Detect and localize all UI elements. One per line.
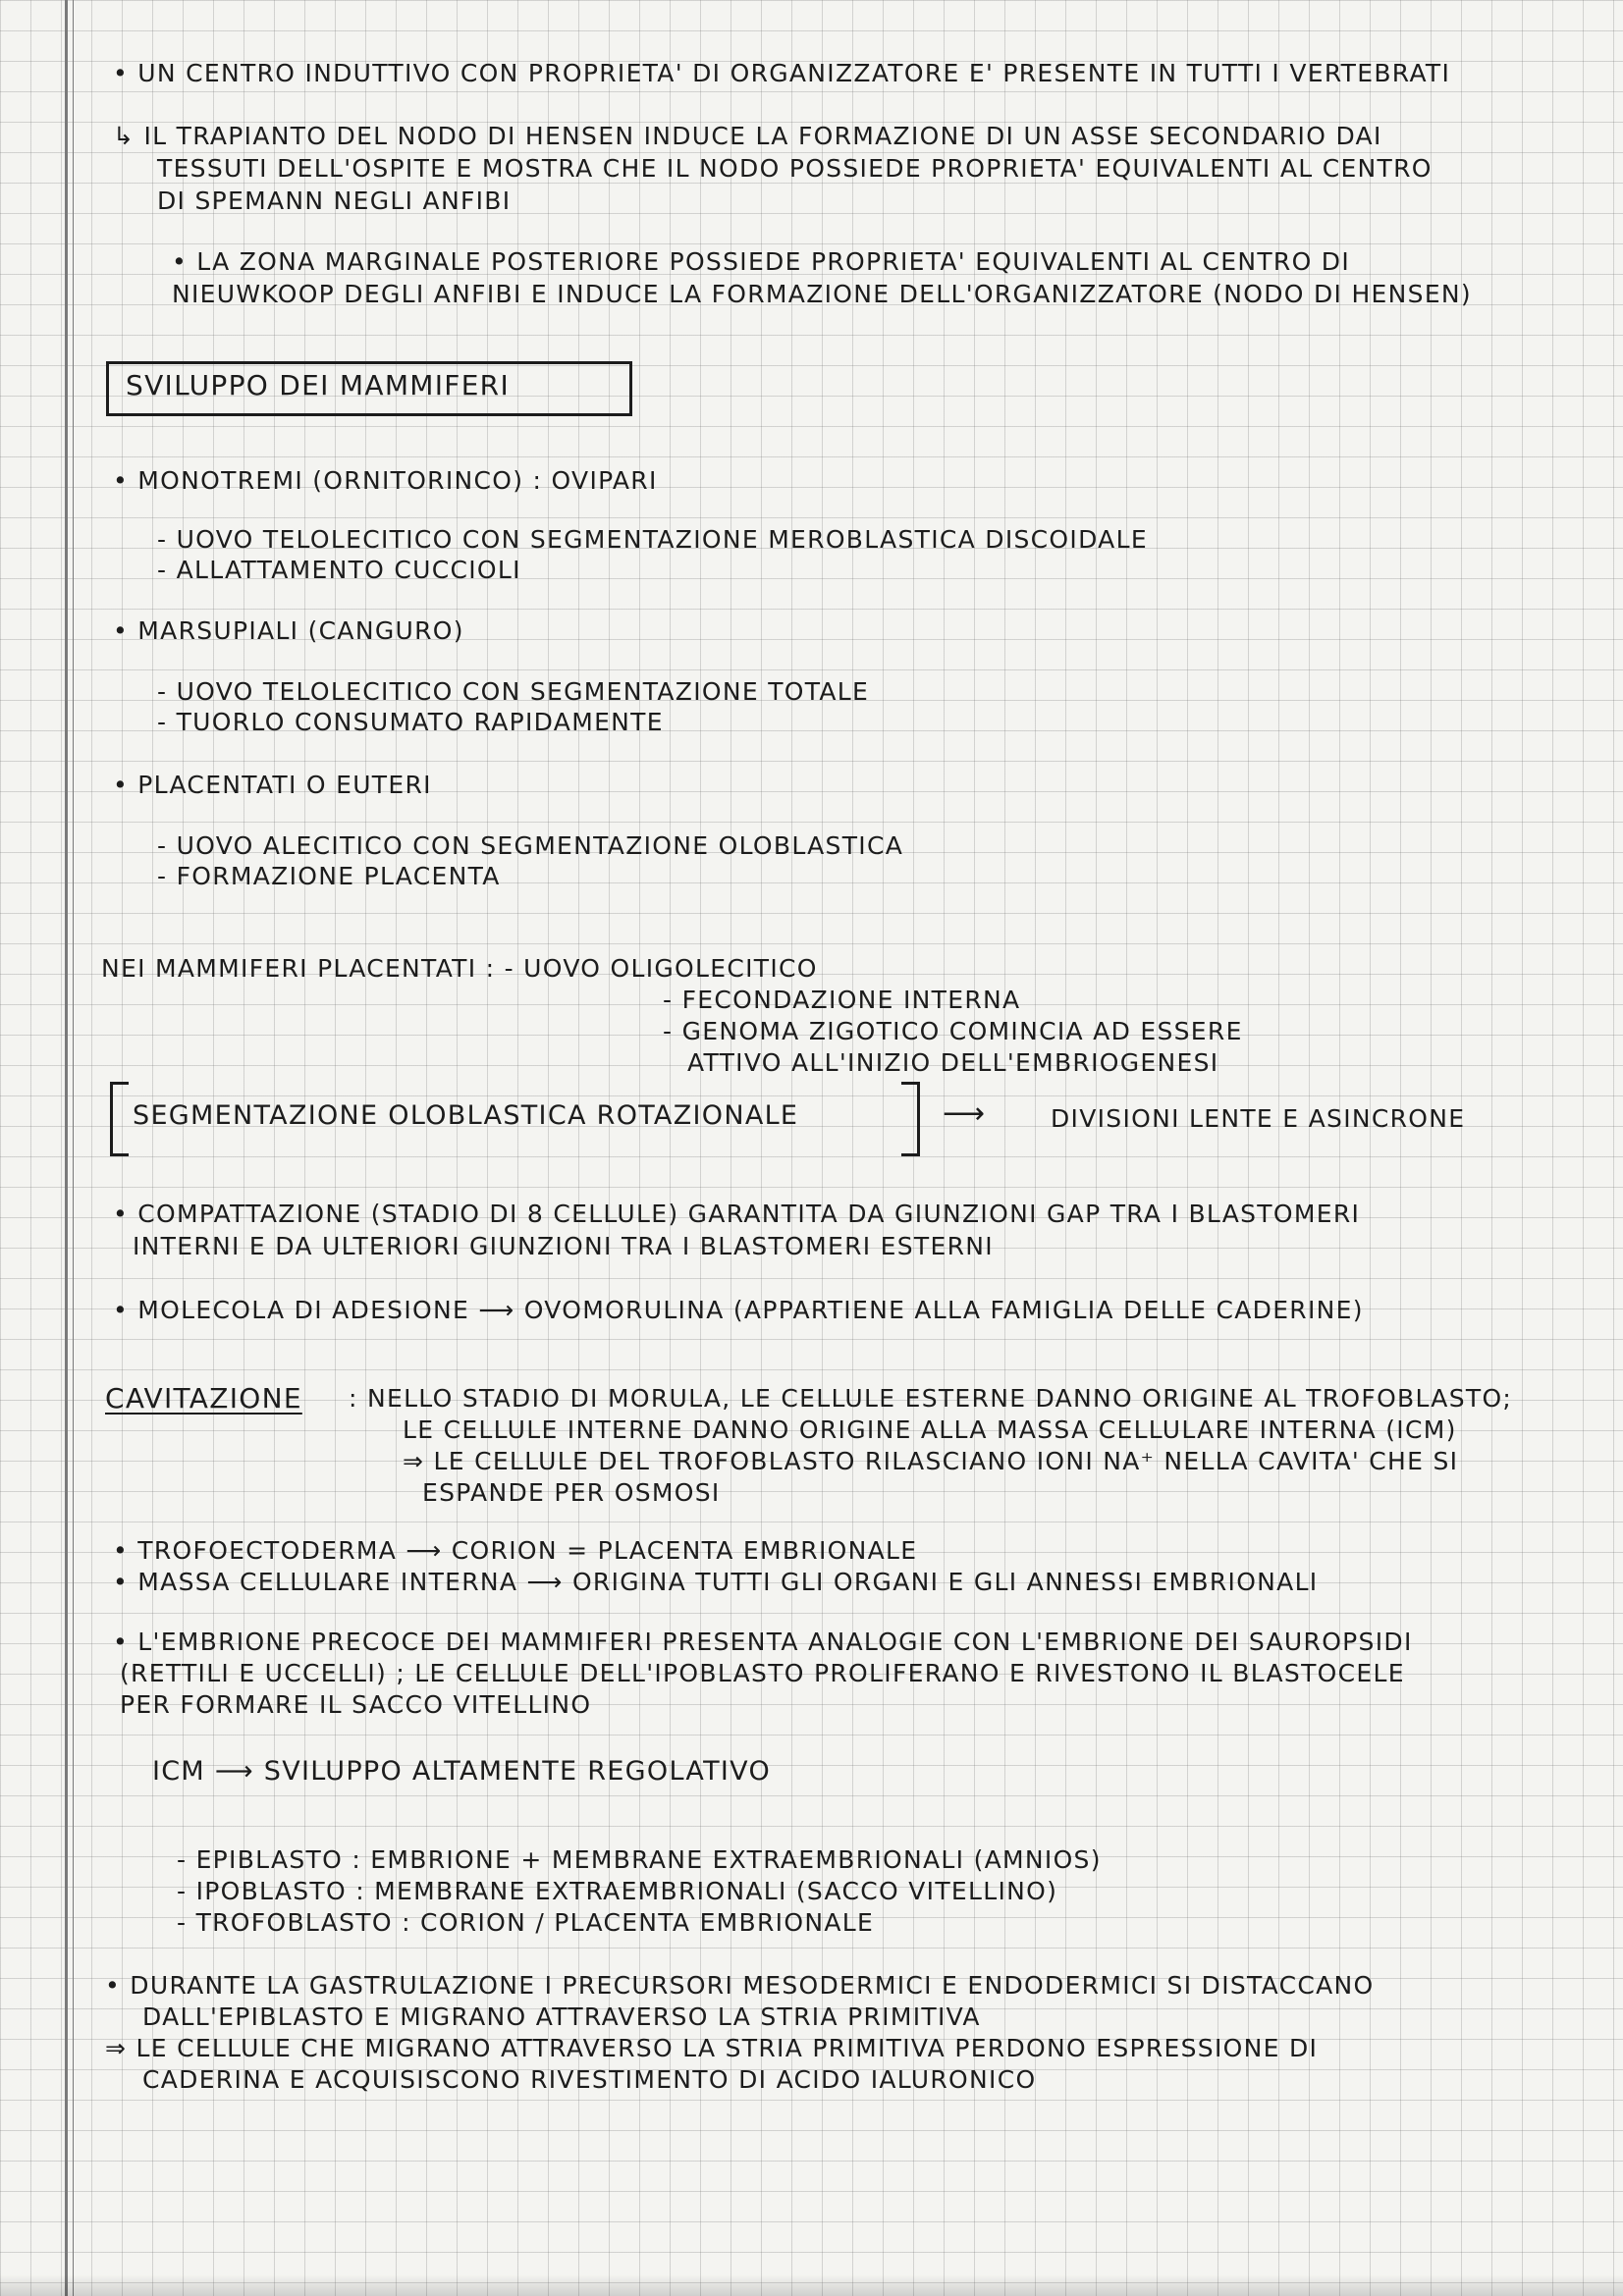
note-line: - FORMAZIONE PLACENTA: [157, 862, 501, 890]
note-line: - UOVO TELOLECITICO CON SEGMENTAZIONE MEROBLASTICA DISCOIDALE: [157, 525, 1148, 554]
note-line: SEGMENTAZIONE OLOBLASTICA ROTAZIONALE: [133, 1100, 799, 1131]
section-title: SVILUPPO DEI MAMMIFERI: [126, 369, 511, 401]
note-line: • MARSUPIALI (CANGURO): [113, 616, 464, 645]
note-line: ICM ⟶ SVILUPPO ALTAMENTE REGOLATIVO: [152, 1756, 771, 1787]
note-line: PER FORMARE IL SACCO VITELLINO: [120, 1690, 592, 1719]
margin-line: [73, 0, 74, 2296]
note-line: ⇒ LE CELLULE CHE MIGRANO ATTRAVERSO LA STRIA PRIMITIVA PERDONO ESPRESSIONE DI: [105, 2034, 1319, 2062]
note-line: - TROFOBLASTO : CORION / PLACENTA EMBRIONALE: [177, 1908, 875, 1937]
note-line: DALL'EPIBLASTO E MIGRANO ATTRAVERSO LA STRIA PRIMITIVA: [142, 2002, 981, 2031]
note-line: • TROFOECTODERMA ⟶ CORION = PLACENTA EMBRIONALE: [113, 1536, 918, 1565]
note-line: DI SPEMANN NEGLI ANFIBI: [157, 187, 512, 215]
note-line: • MOLECOLA DI ADESIONE ⟶ OVOMORULINA (APPARTIENE ALLA FAMIGLIA DELLE CADERINE): [113, 1296, 1364, 1324]
note-line: CADERINA E ACQUISISCONO RIVESTIMENTO DI ACIDO IALURONICO: [142, 2065, 1037, 2094]
note-line: ↳ IL TRAPIANTO DEL NODO DI HENSEN INDUCE LA FORMAZIONE DI UN ASSE SECONDARIO DAI: [113, 122, 1382, 150]
note-line: ESPANDE PER OSMOSI: [422, 1478, 721, 1507]
note-line: ⇒ LE CELLULE DEL TROFOBLASTO RILASCIANO IONI NA⁺ NELLA CAVITA' CHE SI: [403, 1447, 1459, 1475]
note-line: ATTIVO ALL'INIZIO DELL'EMBRIOGENESI: [687, 1048, 1219, 1077]
note-line: • LA ZONA MARGINALE POSTERIORE POSSIEDE PROPRIETA' EQUIVALENTI AL CENTRO DI: [172, 247, 1351, 276]
page-edge-shadow: [0, 2274, 1623, 2296]
note-line: • PLACENTATI O EUTERI: [113, 771, 432, 799]
note-line: • MASSA CELLULARE INTERNA ⟶ ORIGINA TUTTI GLI ORGANI E GLI ANNESSI EMBRIONALI: [113, 1568, 1319, 1596]
bracket-left: [110, 1082, 129, 1156]
note-line: TESSUTI DELL'OSPITE E MOSTRA CHE IL NODO POSSIEDE PROPRIETA' EQUIVALENTI AL CENTRO: [157, 154, 1433, 183]
margin-line: [65, 0, 68, 2296]
arrow-right-icon: ⟶: [943, 1096, 986, 1131]
note-heading: CAVITAZIONE: [105, 1382, 302, 1415]
note-line: - GENOMA ZIGOTICO COMINCIA AD ESSERE: [663, 1017, 1243, 1045]
note-line: - UOVO TELOLECITICO CON SEGMENTAZIONE TOTALE: [157, 677, 870, 706]
note-line: - FECONDAZIONE INTERNA: [663, 986, 1021, 1014]
bracket-right: [901, 1082, 920, 1156]
note-line: • L'EMBRIONE PRECOCE DEI MAMMIFERI PRESENTA ANALOGIE CON L'EMBRIONE DEI SAUROPSIDI: [113, 1628, 1413, 1656]
note-line: NEI MAMMIFERI PLACENTATI : - UOVO OLIGOLECITICO: [101, 954, 818, 983]
note-line: NIEUWKOOP DEGLI ANFIBI E INDUCE LA FORMAZIONE DELL'ORGANIZZATORE (NODO DI HENSEN): [172, 280, 1472, 308]
note-line: LE CELLULE INTERNE DANNO ORIGINE ALLA MASSA CELLULARE INTERNA (ICM): [403, 1415, 1457, 1444]
note-line: - TUORLO CONSUMATO RAPIDAMENTE: [157, 708, 664, 736]
note-line: INTERNI E DA ULTERIORI GIUNZIONI TRA I BLASTOMERI ESTERNI: [133, 1232, 994, 1260]
note-line: - EPIBLASTO : EMBRIONE + MEMBRANE EXTRAEMBRIONALI (AMNIOS): [177, 1845, 1102, 1874]
note-line: • DURANTE LA GASTRULAZIONE I PRECURSORI MESODERMICI E ENDODERMICI SI DISTACCANO: [105, 1971, 1375, 2000]
note-line: • COMPATTAZIONE (STADIO DI 8 CELLULE) GARANTITA DA GIUNZIONI GAP TRA I BLASTOMERI: [113, 1200, 1361, 1228]
note-line: DIVISIONI LENTE E ASINCRONE: [1051, 1104, 1466, 1133]
note-line: (RETTILI E UCCELLI) ; LE CELLULE DELL'IPOBLASTO PROLIFERANO E RIVESTONO IL BLASTOCELE: [120, 1659, 1405, 1687]
note-line: - ALLATTAMENTO CUCCIOLI: [157, 556, 521, 584]
note-line: : NELLO STADIO DI MORULA, LE CELLULE ESTERNE DANNO ORIGINE AL TROFOBLASTO;: [349, 1384, 1513, 1413]
note-line: - IPOBLASTO : MEMBRANE EXTRAEMBRIONALI (SACCO VITELLINO): [177, 1877, 1058, 1905]
note-line: • MONOTREMI (ORNITORINCO) : OVIPARI: [113, 466, 658, 495]
note-line: - UOVO ALECITICO CON SEGMENTAZIONE OLOBLASTICA: [157, 831, 904, 860]
note-line: • UN CENTRO INDUTTIVO CON PROPRIETA' DI ORGANIZZATORE E' PRESENTE IN TUTTI I VERTEBRATI: [113, 59, 1451, 87]
